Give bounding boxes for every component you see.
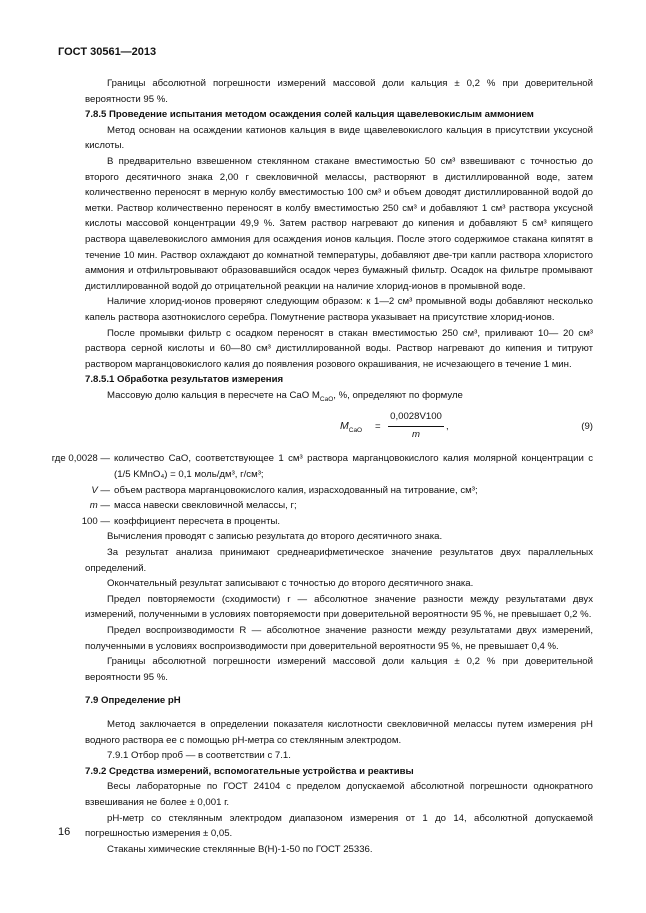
paragraph: pH-метр со стеклянным электродом диапазоном измерения от 1 до 14, абсолютной допускаемой погрешностью измерения ± 0,05. (85, 812, 593, 840)
paragraph: Вычисления проводят с записью результата до второго десятичного знака. (107, 531, 443, 543)
section-heading-7-8-5: 7.8.5 Проведение испытания методом осаждения солей кальция щавелевокислым аммонием (85, 109, 534, 121)
running-header: ГОСТ 30561—2013 (58, 46, 157, 58)
definition-symbol: V — (91, 484, 110, 496)
paragraph: Окончательный результат записывают с точностью до второго десятичного знака. (107, 578, 474, 590)
formula-symbol-subscript: CaO (348, 427, 363, 435)
definition-symbol-text: V (91, 484, 98, 496)
page-number: 16 (58, 826, 71, 838)
paragraph: После промывки фильтр с осадком переносят в стакан вместимостью 250 см³, приливают 10— 20 см³ раствора серной кислоты и 60—80 см³ дистиллированной воды. Раствор нагревают до кипения и титруют раствором марганцовокислого калия до появления розового окрашивания, не исчезающего в течение 1 мин. (85, 327, 593, 370)
paragraph: Метод основан на осаждении катионов кальция в виде щавелевокислого кальция в присутствии уксусной кислоты. (85, 124, 593, 152)
spacer (85, 685, 593, 693)
paragraph: Весы лабораторные по ГОСТ 24104 с пределом допускаемой абсолютной погрешности однократного взвешивания не более ± 0,001 г. (85, 781, 593, 808)
definition-symbol-text: 100 (81, 515, 98, 527)
formula-symbol: M (340, 420, 349, 433)
section-heading-7-8-5-1: 7.8.5.1 Обработка результатов измерения (85, 374, 284, 386)
paragraph: Наличие хлорид-ионов проверяют следующим образом: к 1—2 см³ промывной воды добавляют несколько капель раствора азотнокислого серебра. Помутнение раствора указывает на присутствие хлорид-ионов. (85, 296, 593, 323)
formula-equals: = (375, 421, 381, 433)
where-label: где (51, 453, 66, 465)
formula-denominator: m (412, 429, 420, 441)
definition-symbol-text: 0,0028 (68, 453, 98, 465)
paragraph: 7.9.1 Отбор проб — в соответствии с 7.1. (107, 750, 291, 762)
formula-intro: Массовую долю кальция в пересчете на CaO M (107, 389, 320, 401)
definition-symbol: m — (89, 500, 110, 512)
paragraph: За результат анализа принимают среднеарифметическое значение результатов двух параллельных определений. (85, 547, 593, 574)
formula-9 (85, 409, 593, 445)
section-heading-7-9: 7.9 Определение pH (85, 695, 181, 707)
definition-row (85, 498, 593, 514)
formula-lhs (340, 419, 362, 435)
paragraph (85, 388, 593, 404)
section-heading-7-9-2: 7.9.2 Средства измерений, вспомогательные устройства и реактивы (85, 765, 414, 777)
paragraph: Границы абсолютной погрешности измерений массовой доли кальция ± 0,2 % при доверительной вероятности 95 %. (85, 78, 593, 105)
paragraph: В предварительно взвешенном стеклянном стакане вместимостью 50 см³ взвешивают с точностью до второго десятичного знака 2,00 г свекловичной мелассы, растворяют в дистиллированной воде, затем количественно переносят в мерную колбу вместимостью 100 см³ и объем доводят дистиллированной водой до метки. Раствор количественно переносят в колбу вместимостью 250 см³ и добавляют 1 см³ раствора уксусной кислоты массовой концентрации 49,9 %. Затем раствор нагревают до кипения и добавляют 5 см³ кипящего раствора щавелевокислого аммония для осаждения ионов кальция. После этого содержимое стакана кипятят в течение 10 мин. Раствор охлаждают до комнатной температуры, добавляют две-три капли раствора хлористого аммония и отфильтровывают образовавшийся осадок через бумажный фильтр. Осадок на фильтре промывают дистиллированной водой до отрицательной реакции на наличие хлорид-ионов в промывной воде. (85, 155, 593, 292)
definition-symbol-text: m (89, 500, 98, 512)
formula-number: (9) (581, 421, 593, 433)
paragraph: Стаканы химические стеклянные В(Н)-1-50 по ГОСТ 25336. (107, 843, 373, 855)
definition-row (85, 483, 593, 499)
definition-row (51, 451, 593, 482)
formula-fraction (388, 409, 444, 442)
formula-comma: , (446, 421, 449, 433)
definition-symbol: 100 — (81, 515, 110, 527)
spacer (85, 709, 593, 717)
definition-text: коэффициент пересчета в проценты. (114, 515, 281, 527)
paragraph: Предел воспроизводимости R — абсолютное значение разности между результатами двух измерений, полученными в условиях воспроизводимости при доверительной вероятности 95 %, не превышает 0,4 %. (85, 625, 593, 652)
definition-row (81, 514, 593, 530)
formula-intro-subscript: CaO (319, 395, 334, 403)
formula-numerator: 0,0028V100 (388, 409, 444, 427)
paragraph: Метод заключается в определении показателя кислотности свекловичной мелассы путем измерения pH водного раствора ее с помощью pH-метра со стеклянным электродом. (85, 718, 593, 746)
formula-definitions (51, 451, 593, 529)
definition-text: объем раствора марганцовокислого калия, израсходованный на титрование, см³; (114, 484, 478, 496)
paragraph: Предел повторяемости (сходимости) r — абсолютное значение разности между результатами двух измерений, полученными в условиях повторяемости при доверительной вероятности 95 %, не превышает 0,2 %. (85, 593, 593, 621)
formula-intro-tail: , %, определяют по формуле (333, 389, 463, 401)
definition-text: количество CaO, соответствующее 1 см³ раствора марганцовокислого калия молярной концентрации c (1/5 KMnO₄) = 0,1 моль/дм³, г/см³; (114, 453, 593, 481)
paragraph: Границы абсолютной погрешности измерений массовой доли кальция ± 0,2 % при доверительной вероятности 95 %. (85, 656, 593, 683)
definition-text: масса навески свекловичной мелассы, г; (114, 500, 297, 512)
definition-symbol: где 0,0028 — (51, 453, 110, 465)
